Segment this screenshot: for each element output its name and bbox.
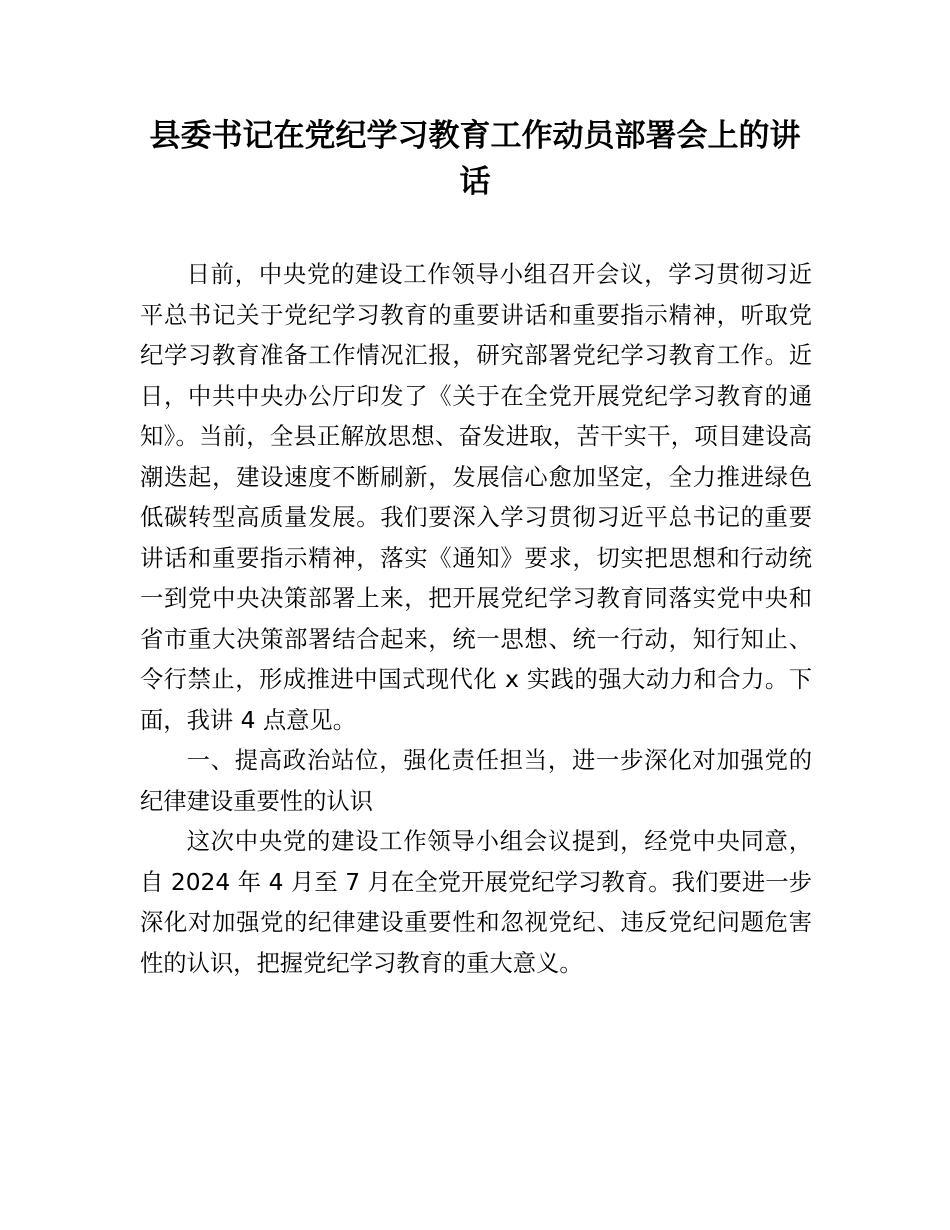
document-body [140,255,812,984]
document-title: 县委书记在党纪学习教育工作动员部署会上的讲话 [149,118,801,200]
paragraph-intro: 日前，中央党的建设工作领导小组召开会议，学习贯彻习近平总书记关于党纪学习教育的重要讲话和重要指示精神，听取党纪学习教育准备工作情况汇报，研究部署党纪学习教育工作。近日，中共中央办公厅印发了《关于在全党开展党纪学习教育的通知》。当前，全县正解放思想、奋发进取，苦干实干，项目建设高潮迭起，建设速度不断刷新，发展信心愈加坚定，全力推进绿色低碳转型高质量发展。我们要深入学习贯彻习近平总书记的重要讲话和重要指示精神，落实《通知》要求，切实把思想和行动统一到党中央决策部署上来，把开展党纪学习教育同落实党中央和省市重大决策部署结合起来，统一思想、统一行动，知行知止、令行禁止，形成推进中国式现代化 x 实践的强大动力和合力。下面，我讲 4 点意见。 [140,261,812,734]
paragraph-section-1: 这次中央党的建设工作领导小组会议提到，经党中央同意，自 2024 年 4 月至 7 月在全党开展党纪学习教育。我们要进一步深化对加强党的纪律建设重要性和忽视党纪、违反党纪问题危害性的认识，把握党纪学习教育的重大意义。 [140,828,812,977]
section-heading-1: 一、提高政治站位，强化责任担当，进一步深化对加强党的纪律建设重要性的认识 [140,747,812,815]
